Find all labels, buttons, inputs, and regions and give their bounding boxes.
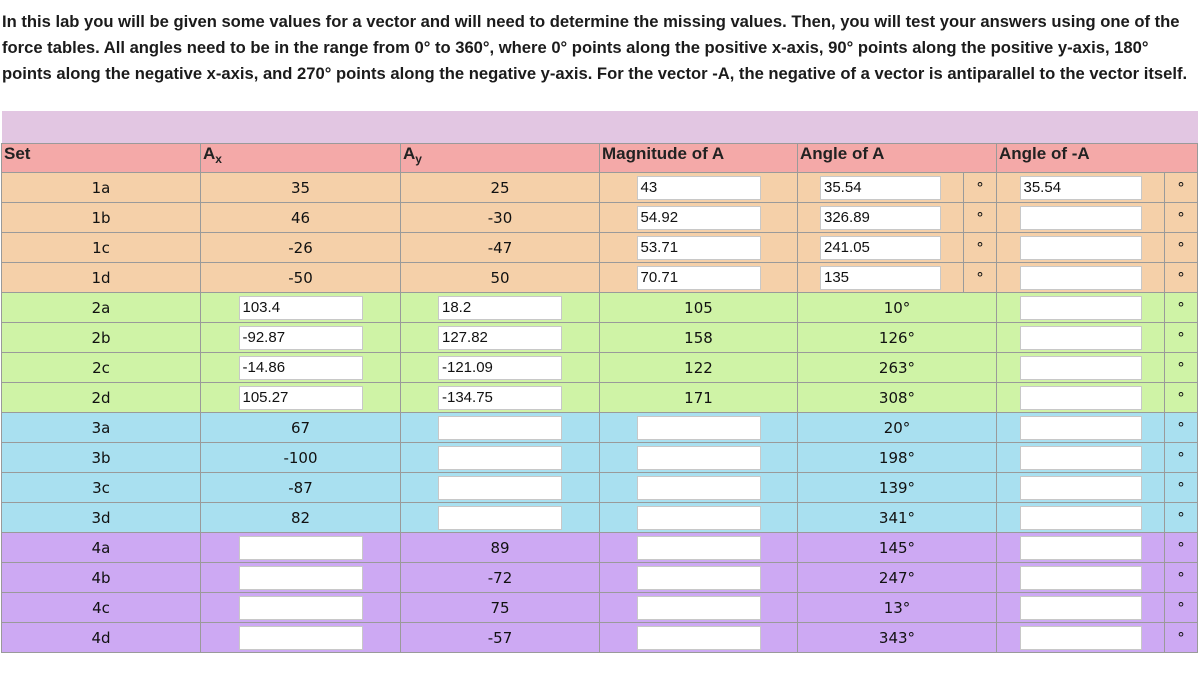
set-label: 3a [2, 413, 201, 443]
ax-value: -26 [201, 233, 401, 263]
degree-unit: ° [1165, 263, 1198, 293]
ay-value: -30 [401, 203, 600, 233]
degree-unit: ° [1165, 203, 1198, 233]
table-row [2, 413, 1198, 443]
angle-neg-a-input[interactable] [1020, 356, 1142, 380]
degree-unit: ° [964, 173, 997, 203]
set-label: 3c [2, 473, 201, 503]
table-row [2, 623, 1198, 653]
magnitude-value: 171 [600, 383, 798, 413]
degree-unit: ° [1165, 353, 1198, 383]
table-row [2, 503, 1198, 533]
angle-neg-a-input[interactable] [1020, 266, 1142, 290]
angle-a-input[interactable]: 135 [820, 266, 941, 290]
ay-input[interactable]: 18.2 [438, 296, 562, 320]
magnitude-value: 105 [600, 293, 798, 323]
ax-input[interactable]: 103.4 [239, 296, 363, 320]
degree-unit: ° [1165, 443, 1198, 473]
degree-unit: ° [1165, 593, 1198, 623]
table-row [2, 233, 1198, 263]
ay-value: -57 [401, 623, 600, 653]
degree-unit: ° [1165, 503, 1198, 533]
set-label: 4c [2, 593, 201, 623]
ay-header: $A_y$ [401, 144, 600, 173]
magnitude-header: Magnitude of A [600, 144, 798, 173]
angle-a-input[interactable]: 35.54 [820, 176, 941, 200]
set-label: 1d [2, 263, 201, 293]
ax-input[interactable] [239, 566, 363, 590]
degree-unit: ° [1165, 293, 1198, 323]
ay-input[interactable]: -121.09 [438, 356, 562, 380]
angle-a-value: 139° [798, 473, 997, 503]
table-row [2, 593, 1198, 623]
degree-unit: ° [1165, 473, 1198, 503]
ay-input[interactable]: 127.82 [438, 326, 562, 350]
degree-unit: ° [964, 203, 997, 233]
degree-unit: ° [964, 233, 997, 263]
angle-a-value: 247° [798, 563, 997, 593]
degree-unit: ° [1165, 323, 1198, 353]
ax-value: 67 [201, 413, 401, 443]
ay-value: -47 [401, 233, 600, 263]
table-row [2, 443, 1198, 473]
angle-neg-a-input[interactable]: 35.54 [1020, 176, 1142, 200]
magnitude-input[interactable] [637, 416, 761, 440]
magnitude-input[interactable] [637, 536, 761, 560]
ax-value: 35 [201, 173, 401, 203]
ax-input[interactable]: 105.27 [239, 386, 363, 410]
ax-value: 82 [201, 503, 401, 533]
ax-value: -100 [201, 443, 401, 473]
magnitude-input[interactable] [637, 566, 761, 590]
angle-a-value: 13° [798, 593, 997, 623]
header-row [2, 144, 1198, 173]
table-row [2, 563, 1198, 593]
ay-value: -72 [401, 563, 600, 593]
magnitude-value: 158 [600, 323, 798, 353]
table-row [2, 353, 1198, 383]
ay-input[interactable] [438, 476, 562, 500]
ax-value: -50 [201, 263, 401, 293]
set-label: 3d [2, 503, 201, 533]
angle-neg-a-input[interactable] [1020, 206, 1142, 230]
angle-a-value: 20° [798, 413, 997, 443]
set-label: 1b [2, 203, 201, 233]
degree-unit: ° [1165, 233, 1198, 263]
ay-value: 75 [401, 593, 600, 623]
magnitude-value: 122 [600, 353, 798, 383]
ax-header: $A_x$ [201, 144, 401, 173]
angle-a-input[interactable]: 241.05 [820, 236, 941, 260]
table-row [2, 473, 1198, 503]
magnitude-input[interactable] [637, 626, 761, 650]
ay-value: 50 [401, 263, 600, 293]
angle-neg-a-input[interactable] [1020, 296, 1142, 320]
ax-input[interactable] [239, 536, 363, 560]
table-row [2, 383, 1198, 413]
ax-input[interactable]: -14.86 [239, 356, 363, 380]
angle-neg-a-input[interactable] [1020, 446, 1142, 470]
set-label: 4a [2, 533, 201, 563]
degree-unit: ° [1165, 413, 1198, 443]
table-row [2, 293, 1198, 323]
ax-input[interactable] [239, 596, 363, 620]
degree-unit: ° [1165, 173, 1198, 203]
magnitude-input[interactable]: 53.71 [637, 236, 761, 260]
angle-neg-a-input[interactable] [1020, 236, 1142, 260]
angle-neg-a-input[interactable] [1020, 566, 1142, 590]
magnitude-input[interactable] [637, 596, 761, 620]
ay-value: 89 [401, 533, 600, 563]
set-label: 1c [2, 233, 201, 263]
ax-value: 46 [201, 203, 401, 233]
magnitude-input[interactable] [637, 476, 761, 500]
ay-value: 25 [401, 173, 600, 203]
magnitude-input[interactable]: 70.71 [637, 266, 761, 290]
angle-neg-a-input[interactable] [1020, 326, 1142, 350]
angle-a-header: Angle of A [798, 144, 997, 173]
degree-unit: ° [1165, 533, 1198, 563]
degree-unit: ° [1165, 623, 1198, 653]
angle-a-value: 10° [798, 293, 997, 323]
angle-neg-a-input[interactable] [1020, 386, 1142, 410]
table-row [2, 263, 1198, 293]
magnitude-input[interactable]: 43 [637, 176, 761, 200]
ay-input[interactable] [438, 446, 562, 470]
magnitude-input[interactable]: 54.92 [637, 206, 761, 230]
angle-neg-a-input[interactable] [1020, 536, 1142, 560]
ax-input[interactable] [239, 626, 363, 650]
table-row [2, 203, 1198, 233]
angle-neg-a-input[interactable] [1020, 506, 1142, 530]
angle-neg-a-header: Angle of -A [997, 144, 1198, 173]
angle-a-value: 308° [798, 383, 997, 413]
ay-input[interactable] [438, 506, 562, 530]
set-label: 4d [2, 623, 201, 653]
angle-a-input[interactable]: 326.89 [820, 206, 941, 230]
ax-value: -87 [201, 473, 401, 503]
ay-input[interactable]: -134.75 [438, 386, 562, 410]
set-header: Set [2, 144, 201, 173]
instructions-paragraph: In this lab you will be given some values for a vector and will need to determine the missing values. Then, you will test your answers using one of the force tables. All angles need to be in the range from 0° to 360°, where 0° points along the positive x-axis, 90° points along the positive y-axis, 180° points along the negative x-axis, and 270° points along the negative y-axis. For the vector -A, the negative of a vector is antiparallel to the vector itself. [2, 12, 1188, 83]
angle-neg-a-input[interactable] [1020, 626, 1142, 650]
angle-a-value: 341° [798, 503, 997, 533]
angle-neg-a-input[interactable] [1020, 596, 1142, 620]
table-caption-band [2, 111, 1198, 144]
angle-neg-a-input[interactable] [1020, 476, 1142, 500]
table-row [2, 533, 1198, 563]
angle-neg-a-input[interactable] [1020, 416, 1142, 440]
set-label: 1a [2, 173, 201, 203]
angle-a-value: 343° [798, 623, 997, 653]
ay-input[interactable] [438, 416, 562, 440]
table-row [2, 173, 1198, 203]
degree-unit: ° [1165, 383, 1198, 413]
ax-input[interactable]: -92.87 [239, 326, 363, 350]
magnitude-input[interactable] [637, 506, 761, 530]
vector-data-table [1, 143, 1198, 653]
degree-unit: ° [964, 263, 997, 293]
magnitude-input[interactable] [637, 446, 761, 470]
degree-unit: ° [1165, 563, 1198, 593]
angle-a-value: 126° [798, 323, 997, 353]
table-row [2, 323, 1198, 353]
angle-a-value: 145° [798, 533, 997, 563]
set-label: 4b [2, 563, 201, 593]
set-label: 2d [2, 383, 201, 413]
set-label: 2c [2, 353, 201, 383]
set-label: 2a [2, 293, 201, 323]
set-label: 3b [2, 443, 201, 473]
set-label: 2b [2, 323, 201, 353]
angle-a-value: 198° [798, 443, 997, 473]
angle-a-value: 263° [798, 353, 997, 383]
